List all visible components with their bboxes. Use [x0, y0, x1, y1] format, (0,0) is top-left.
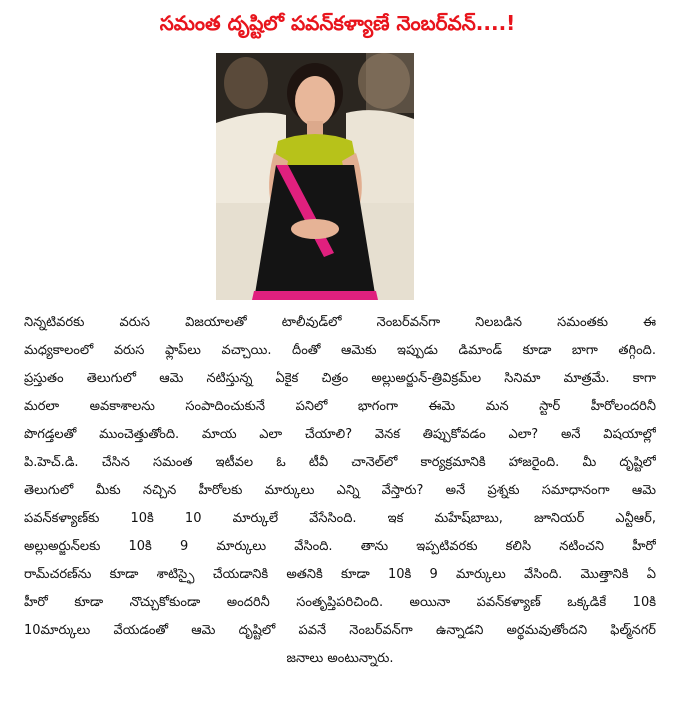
article-line: ప్రస్తుతం తెలుగులో ఆమె నటిస్తున్న ఏకైక చిత్రం అల్లుఅర్జున్-త్రివిక్రమ్‌ల సినిమా మాత్రమే. కాగా: [24, 371, 656, 386]
article-line: 10మార్కులు వేయడంతో ఆమె దృష్టిలో పవనే నెంబర్‌వన్‌గా ఉన్నాడని అర్థమవుతోందని ఫిల్మ్‌నగర్: [24, 623, 656, 638]
article-line: తెలుగులో మీకు నచ్చిన హీరోలకు మార్కులు ఎన్ని వేస్తారు? అనే ప్రశ్నకు సమాధానంగా ఆమె: [24, 483, 656, 498]
article-line: పొగడ్తలతో ముంచెత్తుతోంది. మాయ ఎలా చేయాలి? వెనక తిప్పుకోవడం ఎలా? అనే విషయాల్లో: [24, 427, 656, 442]
article-line: పి.హెచ్.డి. చేసిన సమంత ఇటీవల ఓ టీవీ చానెల్‌లో కార్యక్రమానికి హాజరైంది. మీ దృష్టిలో: [24, 455, 656, 470]
article-line: నిన్నటివరకు వరుస విజయాలతో టాలీవుడ్‌లో నెంబర్‌వన్‌గా నిలబడిన సమంతకు ఈ: [24, 315, 656, 330]
article-line: మరలా అవకాశాలను సంపాదించుకునే పనిలో భాగంగా ఈమె మన స్టార్ హీరోలందరినీ: [24, 399, 656, 414]
article-photo: [216, 53, 414, 300]
article-line: హీరో కూడా నొచ్చుకోకుండా అందరినీ సంతృప్తిపరిచింది. అయినా పవన్‌కళ్యాణ్ ఒక్కడికే 10కి: [24, 595, 656, 610]
actress-photo-icon: [216, 53, 414, 300]
article-line: రామ్‌చరణ్‌ను కూడా శాటిస్ఫై చేయడానికి అతనికి కూడా 10కి 9 మార్కులు వేసింది. మొత్తానికి ఏ: [24, 567, 656, 582]
article-line: జనాలు అంటున్నారు.: [286, 651, 394, 666]
article-line: మధ్యకాలంలో వరుస ఫ్లాప్‌లు వచ్చాయి. దీంతో ఆమెకు ఇప్పుడు డిమాండ్ కూడా బాగా తగ్గింది.: [24, 343, 656, 358]
article-line: పవన్‌కళ్యాణ్‌కు 10కి 10 మార్కులే వేసేసింది. ఇక మహేష్‌బాబు, జూనియర్ ఎన్టీఆర్,: [24, 511, 656, 526]
page-headline: సమంత దృష్టిలో పవన్‌కళ్యాణే నెంబర్‌వన్....!: [159, 11, 516, 35]
article-body: [24, 309, 656, 673]
article-line: అల్లుఅర్జున్‌లకు 10కి 9 మార్కులు వేసింది. తాను ఇప్పటివరకు కలిసి నటించని హీరో: [24, 539, 656, 554]
